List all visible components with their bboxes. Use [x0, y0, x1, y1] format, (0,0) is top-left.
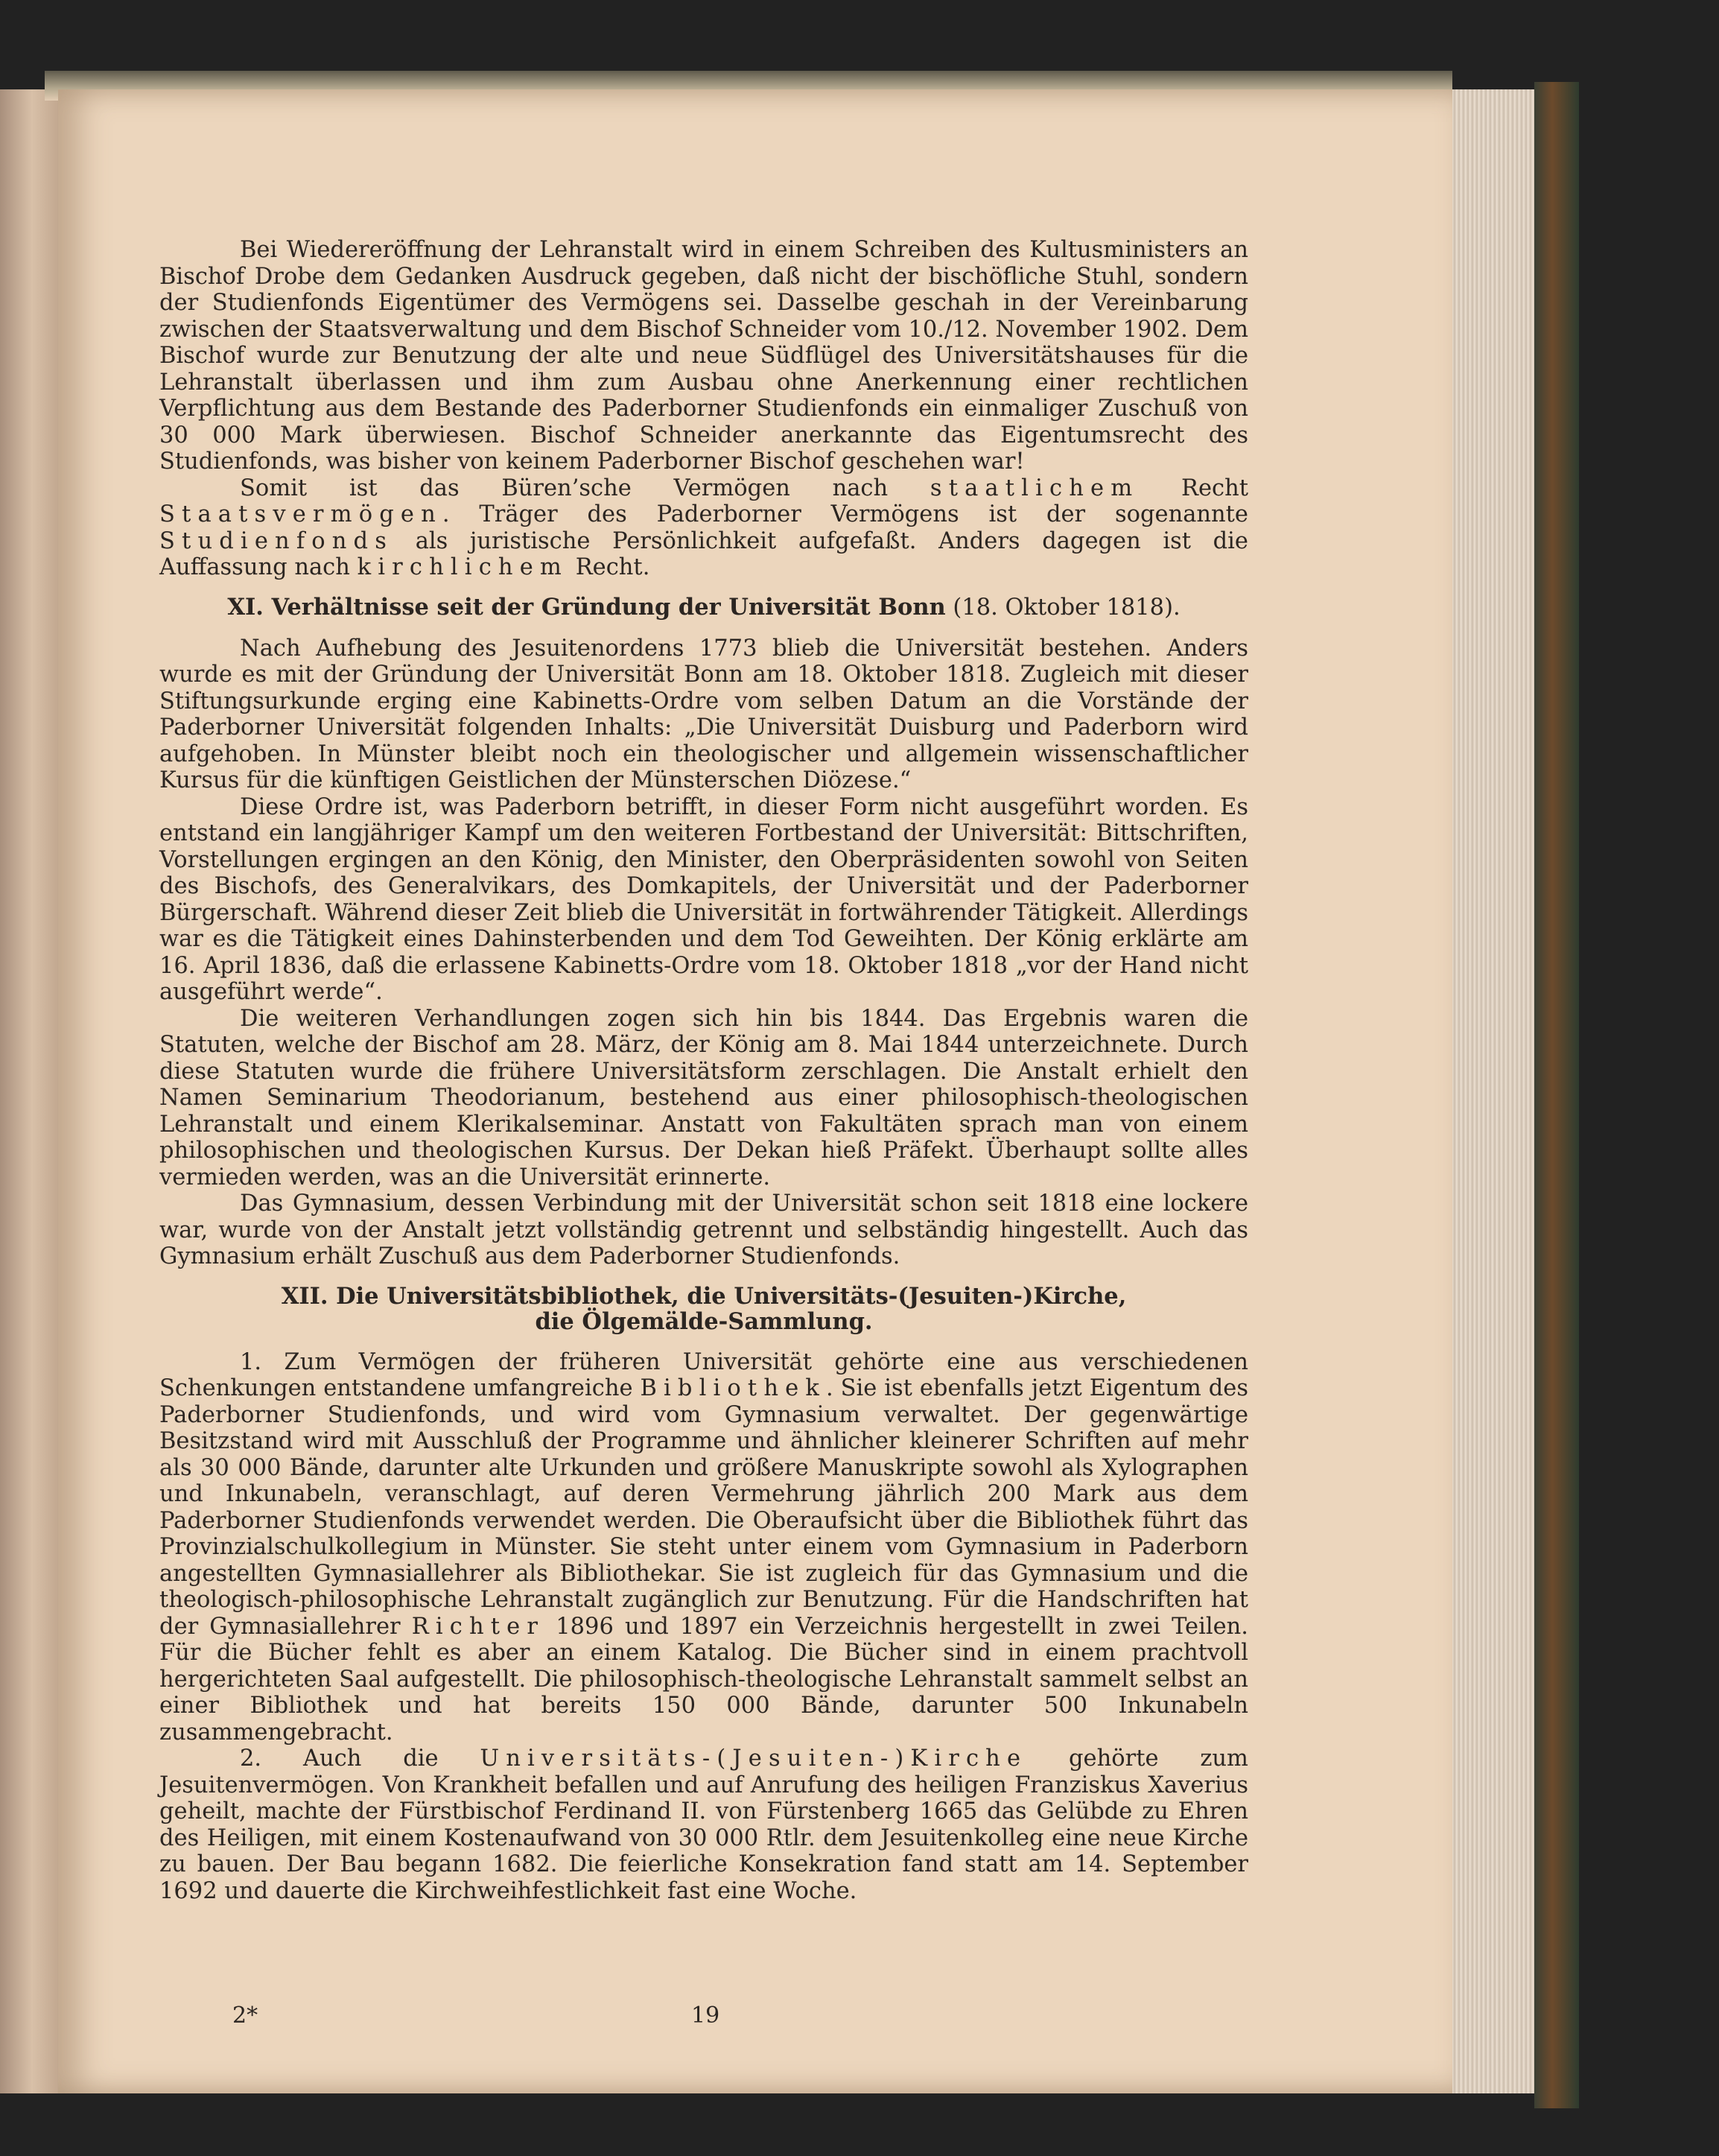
book-cover-edge [1534, 82, 1579, 2108]
page-number: 19 [691, 2003, 720, 2029]
text-run: Recht. [568, 554, 650, 580]
heading-line: XII. Die Universitätsbibliothek, die Universitäts-(Jesuiten-)Kirche, [281, 1282, 1127, 1310]
spaced-term: Richter [411, 1613, 545, 1640]
paragraph [159, 1746, 1248, 1904]
paragraph [159, 475, 1248, 581]
page-stack-edges [1452, 89, 1534, 2093]
text-run: Recht [1139, 475, 1248, 501]
text-run: . Sie ist ebenfalls jetzt Eigentum des Paderborner Studienfonds, und wird vom Gymnasium verwaltet. Der gegenwärtige Besitzstand wird mit Ausschluß der Programme und ähnlicher kleinerer Schriften auf mehr als 30 000 Bände, darunter alte Urkunden und größere Manuskripte sowohl als Xylographen und Inkunabeln, veranschlagt, auf deren Vermehrung jährlich 200 Mark aus dem Paderborner Studienfonds verwendet werden. Die Oberaufsicht über die Bibliothek führt das Provinzialschulkollegium in Münster. Sie steht unter einem vom Gymnasium in Paderborn angestellten Gymnasiallehrer als Bibliothekar. Sie ist zugleich für das Gymnasium und die theologisch-philosophische Lehranstalt zugänglich zur Benutzung. Für die Handschriften hat der Gymnasiallehrer [159, 1375, 1248, 1640]
section-heading-xi [159, 595, 1248, 621]
heading-line: die Ölgemälde-Sammlung. [535, 1307, 873, 1335]
page-text [159, 237, 1248, 1904]
text-run: als juristische Persönlichkeit aufgefaßt. Anders dagegen ist die Auffassung nach [159, 527, 1248, 580]
spaced-term: Staatsvermögen [159, 501, 442, 527]
facing-page-edge [0, 89, 58, 2093]
spaced-term: Studienfonds [159, 527, 394, 554]
spaced-term: Bibliothek [640, 1375, 826, 1401]
spaced-term: kirchlichem [357, 554, 568, 580]
heading-date: (18. Oktober 1818). [945, 594, 1181, 621]
signature-mark: 2* [232, 2003, 258, 2029]
paragraph: Bei Wiedereröffnung der Lehranstalt wird in einem Schreiben des Kultusministers an Bischof Drobe dem Gedanken Ausdruck gegeben, daß nicht der bischöfliche Stuhl, sondern der Studienfonds Eigentümer des Vermögens sei. Dasselbe geschah in der Vereinbarung zwischen der Staatsverwaltung und dem Bischof Schneider vom 10./12. November 1902. Dem Bischof wurde zur Benutzung der alte und neue Südflügel des Universitätshauses für die Lehranstalt überlassen und ihm zum Ausbau ohne Anerkennung einer rechtlichen Verpflichtung aus dem Bestande des Paderborner Studienfonds ein einmaliger Zuschuß von 30 000 Mark überwiesen. Bischof Schneider anerkannte das Eigentumsrecht des Studienfonds, was bisher von keinem Paderborner Bischof geschehen war! [159, 237, 1248, 475]
paragraph: Das Gymnasium, dessen Verbindung mit der Universität schon seit 1818 eine lockere war, wurde von der Anstalt jetzt vollständig getrennt und selbständig hingestellt. Auch das Gymnasium erhält Zuschuß aus dem Paderborner Studienfonds. [159, 1190, 1248, 1269]
text-run: Somit ist das Büren’sche Vermögen nach [240, 475, 930, 501]
paragraph [159, 1349, 1248, 1746]
paragraph: Die weiteren Verhandlungen zogen sich hin bis 1844. Das Ergebnis waren die Statuten, welche der Bischof am 28. März, der König am 8. Mai 1844 unterzeichnete. Durch diese Statuten wurde die frühere Universitätsform zerschlagen. Die Anstalt erhielt den Namen Seminarium Theodorianum, bestehend aus einer philosophisch-theologischen Lehranstalt und einem Klerikalseminar. Anstatt von Fakultäten sprach man von einem philosophischen und theologischen Kursus. Der Dekan hieß Präfekt. Überhaupt sollte alles vermieden werden, was an die Universität erinnerte. [159, 1005, 1248, 1190]
section-heading-xii [159, 1284, 1248, 1334]
text-run: 2. Auch die [240, 1746, 480, 1772]
paragraph: Nach Aufhebung des Jesuitenordens 1773 blieb die Universität bestehen. Anders wurde es mit der Gründung der Universität Bonn am 18. Oktober 1818. Zugleich mit dieser Stiftungsurkunde erging eine Kabinetts-Ordre vom selben Datum an die Vorstände der Paderborner Universität folgenden Inhalts: „Die Universität Duisburg und Paderborn wird aufgehoben. In Münster bleibt noch ein theologischer und allgemein wissenschaftlicher Kursus für die künftigen Geistlichen der Münsterschen Diözese.“ [159, 635, 1248, 793]
text-run: . Träger des Paderborner Vermögens ist der sogenannte [442, 501, 1248, 527]
spaced-term: Universitäts-(Jesuiten-)Kirche [480, 1746, 1028, 1772]
text-run: 1896 und 1897 ein Verzeichnis hergestellt in zwei Teilen. Für die Bücher fehlt es aber an einem Katalog. Die Bücher sind in einem prachtvoll hergerichteten Saal aufgestellt. Die philosophisch-theologische Lehranstalt sammelt selbst an einer Bibliothek und hat bereits 150 000 Bände, darunter 500 Inkunabeln zusammengebracht. [159, 1613, 1249, 1746]
text-run: 1. Zum Vermögen der früheren Universität gehörte eine aus verschiedenen Schenkungen entstandene umfangreiche [159, 1348, 1248, 1401]
spaced-term: staatlichem [930, 475, 1140, 501]
text-run: gehörte zum Jesuitenvermögen. Von Krankheit befallen und auf Anrufung des heiligen Franziskus Xaverius geheilt, machte der Fürstbischof Ferdinand II. von Fürstenberg 1665 das Gelübde zu Ehren des Heiligen, mit einem Kostenaufwand von 30 000 Rtlr. dem Jesuitenkolleg eine neue Kirche zu bauen. Der Bau begann 1682. Die feierliche Konsekration fand statt am 14. September 1692 und dauerte die Kirchweihfestlichkeit fast eine Woche. [159, 1746, 1248, 1904]
heading-bold: XI. Verhältnisse seit der Gründung der Universität Bonn [227, 593, 946, 621]
paragraph: Diese Ordre ist, was Paderborn betrifft, in dieser Form nicht ausgeführt worden. Es entstand ein langjähriger Kampf um den weiteren Fortbestand der Universität: Bittschriften, Vorstellungen ergingen an den König, den Minister, den Oberpräsidenten sowohl von Seiten des Bischofs, des Generalvikars, des Domkapitels, der Universität und der Paderborner Bürgerschaft. Während dieser Zeit blieb die Universität in fortwährender Tätigkeit. Allerdings war es die Tätigkeit eines Dahinsterbenden und dem Tod Geweihten. Der König erklärte am 16. April 1836, daß die erlassene Kabinetts-Ordre vom 18. Oktober 1818 „vor der Hand nicht ausgeführt werde“. [159, 793, 1248, 1005]
